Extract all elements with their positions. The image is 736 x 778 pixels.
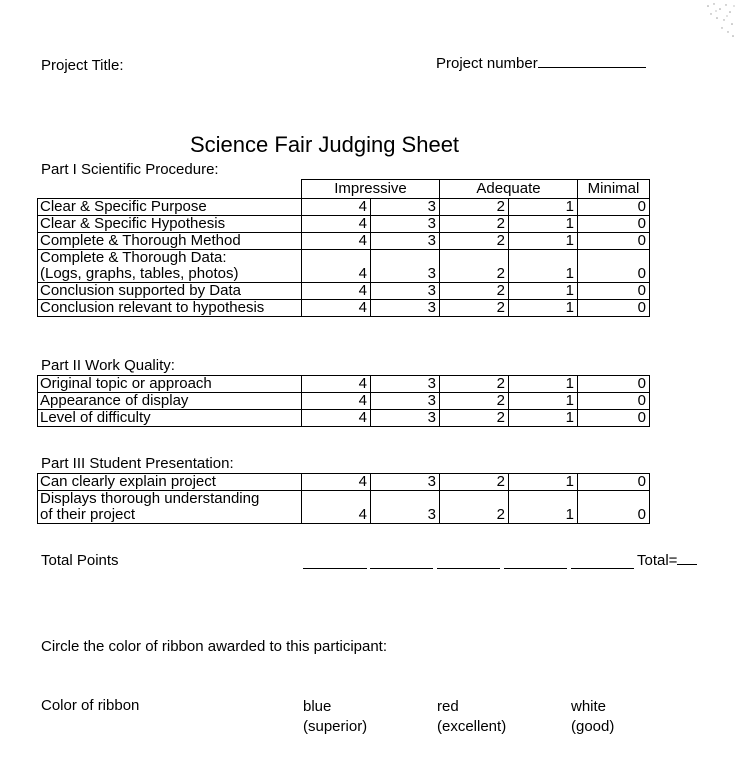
table-row — [38, 491, 650, 524]
ribbon-color: blue — [303, 698, 332, 715]
total-points-label: Total Points — [41, 552, 119, 569]
score-1[interactable]: 1 — [509, 393, 578, 410]
score-0[interactable]: 0 — [578, 410, 650, 427]
score-2[interactable]: 2 — [440, 474, 509, 491]
total-blank-adequate-1[interactable] — [504, 568, 567, 569]
ribbon-label: Color of ribbon — [41, 697, 140, 714]
total-blank-impressive-4[interactable] — [303, 568, 367, 569]
grand-total-label: Total= — [637, 552, 678, 569]
ribbon-option-red[interactable] — [437, 697, 506, 737]
total-blank-impressive-3[interactable] — [370, 568, 433, 569]
score-0[interactable]: 0 — [578, 250, 650, 283]
score-0[interactable]: 0 — [578, 283, 650, 300]
score-2[interactable]: 2 — [440, 216, 509, 233]
score-3[interactable]: 3 — [371, 491, 440, 524]
score-0[interactable]: 0 — [578, 216, 650, 233]
score-3[interactable]: 3 — [371, 410, 440, 427]
score-3[interactable]: 3 — [371, 233, 440, 250]
ribbon-option-blue[interactable] — [303, 697, 367, 737]
criterion-label: Conclusion supported by Data — [38, 283, 302, 300]
criterion-sublabel: of their project — [40, 506, 136, 523]
col-adequate: Adequate — [440, 180, 578, 199]
part1-table — [37, 179, 650, 317]
score-4[interactable]: 4 — [302, 300, 371, 317]
criterion-label-multiline — [38, 491, 302, 524]
ribbon-color: white — [571, 698, 607, 715]
page-title: Science Fair Judging Sheet — [190, 132, 460, 157]
score-2[interactable]: 2 — [440, 199, 509, 216]
project-title-label: Project Title: — [41, 57, 124, 74]
score-1[interactable]: 1 — [509, 491, 578, 524]
score-2[interactable]: 2 — [440, 283, 509, 300]
score-4[interactable]: 4 — [302, 376, 371, 393]
score-2[interactable]: 2 — [440, 250, 509, 283]
score-2[interactable]: 2 — [440, 393, 509, 410]
score-1[interactable]: 1 — [509, 410, 578, 427]
score-3[interactable]: 3 — [371, 393, 440, 410]
criterion-label: Level of difficulty — [38, 410, 302, 427]
ribbon-grade: (excellent) — [437, 718, 507, 735]
criterion-label-multiline — [38, 250, 302, 283]
table-row — [38, 376, 650, 393]
score-3[interactable]: 3 — [371, 199, 440, 216]
table-row — [38, 410, 650, 427]
score-0[interactable]: 0 — [578, 199, 650, 216]
criterion-label: Complete & Thorough Method — [38, 233, 302, 250]
scan-noise-mark — [702, 0, 736, 40]
criterion-label: Conclusion relevant to hypothesis — [38, 300, 302, 317]
score-4[interactable]: 4 — [302, 250, 371, 283]
score-2[interactable]: 2 — [440, 300, 509, 317]
criterion-label: Displays thorough understanding — [40, 490, 260, 507]
table-row — [38, 250, 650, 283]
criterion-label: Original topic or approach — [38, 376, 302, 393]
criterion-label: Clear & Specific Purpose — [38, 199, 302, 216]
col-impressive: Impressive — [302, 180, 440, 199]
criterion-sublabel: (Logs, graphs, tables, photos) — [40, 265, 239, 282]
score-0[interactable]: 0 — [578, 376, 650, 393]
score-2[interactable]: 2 — [440, 410, 509, 427]
score-3[interactable]: 3 — [371, 216, 440, 233]
table-row — [38, 393, 650, 410]
score-1[interactable]: 1 — [509, 199, 578, 216]
criterion-label: Complete & Thorough Data: — [40, 249, 227, 266]
score-3[interactable]: 3 — [371, 474, 440, 491]
col-minimal: Minimal — [578, 180, 650, 199]
score-4[interactable]: 4 — [302, 216, 371, 233]
ribbon-instruction: Circle the color of ribbon awarded to this participant: — [41, 638, 388, 655]
score-1[interactable]: 1 — [509, 216, 578, 233]
score-1[interactable]: 1 — [509, 474, 578, 491]
project-number-field[interactable] — [436, 55, 646, 72]
score-0[interactable]: 0 — [578, 393, 650, 410]
score-1[interactable]: 1 — [509, 283, 578, 300]
table-row — [38, 300, 650, 317]
score-2[interactable]: 2 — [440, 491, 509, 524]
ribbon-option-white[interactable] — [571, 697, 614, 737]
part2-heading: Part II Work Quality: — [41, 357, 175, 374]
score-2[interactable]: 2 — [440, 233, 509, 250]
ribbon-grade: (good) — [571, 718, 615, 735]
score-3[interactable]: 3 — [371, 250, 440, 283]
grand-total-blank[interactable] — [677, 564, 697, 565]
criterion-label: Can clearly explain project — [38, 474, 302, 491]
score-1[interactable]: 1 — [509, 376, 578, 393]
ribbon-grade: (superior) — [303, 718, 368, 735]
score-1[interactable]: 1 — [509, 233, 578, 250]
score-4[interactable]: 4 — [302, 491, 371, 524]
score-2[interactable]: 2 — [440, 376, 509, 393]
part3-heading: Part III Student Presentation: — [41, 455, 234, 472]
table-row — [38, 199, 650, 216]
score-4[interactable]: 4 — [302, 410, 371, 427]
table-row — [38, 283, 650, 300]
project-number-blank[interactable] — [538, 67, 646, 68]
ribbon-color: red — [437, 698, 459, 715]
score-3[interactable]: 3 — [371, 283, 440, 300]
score-0[interactable]: 0 — [578, 233, 650, 250]
part2-table — [37, 375, 650, 427]
criterion-label: Appearance of display — [38, 393, 302, 410]
score-4[interactable]: 4 — [302, 199, 371, 216]
project-number-label: Project number — [436, 55, 538, 72]
part3-table — [37, 473, 650, 524]
score-4[interactable]: 4 — [302, 233, 371, 250]
score-4[interactable]: 4 — [302, 283, 371, 300]
column-header-row — [38, 180, 650, 199]
score-3[interactable]: 3 — [371, 300, 440, 317]
table-row — [38, 474, 650, 491]
score-0[interactable]: 0 — [578, 300, 650, 317]
score-3[interactable]: 3 — [371, 376, 440, 393]
grand-total-field[interactable] — [637, 552, 697, 569]
score-0[interactable]: 0 — [578, 491, 650, 524]
score-1[interactable]: 1 — [509, 300, 578, 317]
part1-heading: Part I Scientific Procedure: — [41, 161, 219, 178]
score-1[interactable]: 1 — [509, 250, 578, 283]
score-4[interactable]: 4 — [302, 393, 371, 410]
table-row — [38, 233, 650, 250]
table-row — [38, 216, 650, 233]
criterion-label: Clear & Specific Hypothesis — [38, 216, 302, 233]
total-blank-minimal-0[interactable] — [571, 568, 634, 569]
score-4[interactable]: 4 — [302, 474, 371, 491]
score-0[interactable]: 0 — [578, 474, 650, 491]
total-blank-adequate-2[interactable] — [437, 568, 500, 569]
